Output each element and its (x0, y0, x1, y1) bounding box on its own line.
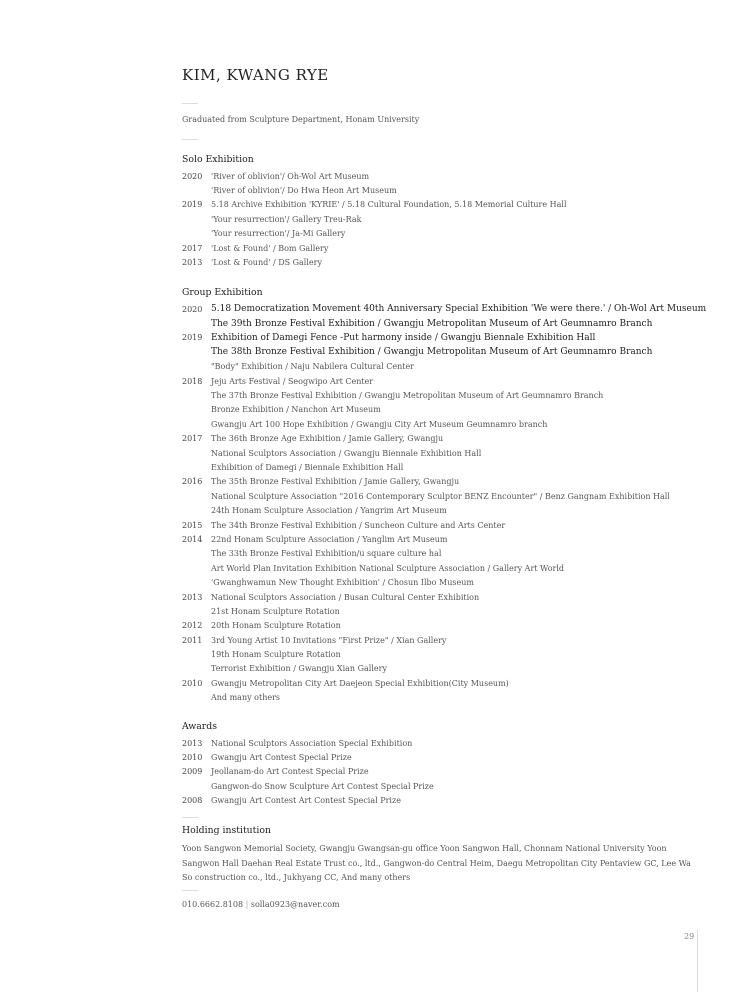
entry-text: 'Your resurrection'/ Gallery Treu-Rak (211, 214, 362, 224)
entry-text: 'Your resurrection'/ Ja-Mi Gallery (211, 229, 346, 239)
entry-year: 2015 (182, 520, 203, 530)
entry-year: 2008 (182, 796, 203, 806)
entry-year: 2012 (182, 621, 203, 631)
exhibition-entry (182, 360, 702, 374)
entry-text: Gwangju Art Contest Special Prize (211, 753, 352, 763)
exhibition-entry (182, 316, 702, 330)
entry-text: 'River of oblivion'/ Do Hwa Heon Art Museum (211, 186, 397, 196)
exhibition-entry (182, 489, 702, 503)
entry-text: Jeollanam-do Art Contest Special Prize (211, 767, 369, 777)
exhibition-entry (182, 475, 702, 489)
entry-text: 21st Honam Sculpture Rotation (211, 606, 340, 616)
exhibition-entry (182, 779, 702, 793)
entry-text: 'Gwanghwamun New Thought Exhibition' / Chosun Ilbo Museum (211, 578, 474, 588)
divider (182, 817, 198, 818)
entry-text: The 39th Bronze Festival Exhibition / Gwangju Metropolitan Museum of Art Geumnamro Branch (211, 318, 653, 329)
entry-year: 2013 (182, 258, 203, 268)
entry-text: Exhibition of Damegi Fence -Put harmony inside / Gwangju Biennale Exhibition Hall (211, 332, 596, 343)
entry-text: And many others (211, 693, 281, 703)
divider (182, 890, 198, 891)
exhibition-entry (182, 417, 702, 431)
entry-year: 2011 (182, 635, 203, 645)
exhibition-entry (182, 212, 702, 226)
entry-text: 19th Honam Sculpture Rotation (211, 650, 341, 660)
entry-year: 2019 (182, 200, 203, 210)
exhibition-entry (182, 561, 702, 575)
exhibition-entry (182, 169, 702, 183)
entry-text: Gwangju Art Contest Art Contest Special Prize (211, 796, 401, 806)
exhibition-entry (182, 662, 702, 676)
entry-text: 24th Honam Sculpture Association / Yangrim Art Museum (211, 506, 447, 516)
exhibition-entry (182, 403, 702, 417)
awards-heading: Awards (182, 721, 217, 732)
entry-text: Terrorist Exhibition / Gwangju Xian Gallery (211, 664, 387, 674)
divider (182, 103, 198, 104)
phone-number: 010.6662.8108 (182, 900, 244, 909)
entry-text: "Body" Exhibition / Naju Nabilera Cultural Center (211, 362, 415, 372)
exhibition-entry (182, 331, 702, 345)
entry-year: 2014 (182, 534, 203, 544)
exhibition-entry (182, 604, 702, 618)
entry-text: The 33th Bronze Festival Exhibition/u square culture hal (211, 549, 442, 559)
exhibition-entry (182, 647, 702, 661)
entry-text: Gwangju Art 100 Hope Exhibition / Gwangju City Art Museum Geumnamro branch (211, 419, 548, 429)
entry-text: Bronze Exhibition / Nanchon Art Museum (211, 405, 381, 415)
entry-year: 2020 (182, 304, 203, 314)
graduation-text: Graduated from Sculpture Department, Honam University (182, 115, 420, 124)
exhibition-entry (182, 575, 702, 589)
entry-text: 22nd Honam Sculpture Association / Yanglim Art Museum (211, 534, 448, 544)
entry-year: 2020 (182, 171, 203, 181)
email-address: solla0923@naver.com (250, 900, 340, 909)
exhibition-entry (182, 388, 702, 402)
exhibition-entry (182, 503, 702, 517)
entry-text: Art World Plan Invitation Exhibition National Sculpture Association / Gallery Art World (211, 563, 565, 573)
entry-text: The 36th Bronze Age Exhibition / Jamie Gallery, Gwangju (211, 434, 444, 444)
exhibition-entry (182, 676, 702, 690)
entry-text: 'Lost & Found' / Bom Gallery (211, 243, 329, 253)
entry-year: 2017 (182, 243, 203, 253)
exhibition-entry (182, 302, 707, 316)
entry-year: 2009 (182, 767, 203, 777)
exhibition-entry (182, 432, 702, 446)
entry-year: 2016 (182, 477, 203, 487)
entry-year: 2017 (182, 434, 203, 444)
exhibition-entry (182, 736, 702, 750)
entry-year: 2010 (182, 678, 203, 688)
solo-exhibition-list (182, 169, 702, 270)
entry-text: The 37th Bronze Festival Exhibition / Gwangju Metropolitan Museum of Art Geumnamro Branch (211, 391, 604, 401)
group-exhibition-heading: Group Exhibition (182, 287, 263, 298)
solo-exhibition-heading: Solo Exhibition (182, 154, 254, 165)
divider (182, 139, 198, 140)
awards-list (182, 736, 702, 808)
entry-text: The 35th Bronze Festival Exhibition / Jamie Gallery, Gwangju (211, 477, 460, 487)
entry-text: 'Lost & Found' / DS Gallery (211, 258, 322, 268)
exhibition-entry (182, 590, 702, 604)
exhibition-entry (182, 446, 702, 460)
entry-text: Jeju Arts Festival / Seogwipo Art Center (211, 376, 374, 386)
entry-text: Exhibition of Damegi / Biennale Exhibition Hall (211, 462, 404, 472)
exhibition-entry (182, 794, 702, 808)
exhibition-entry (182, 765, 702, 779)
entry-text: The 38th Bronze Festival Exhibition / Gwangju Metropolitan Museum of Art Geumnamro Branch (211, 347, 653, 358)
exhibition-entry (182, 374, 702, 388)
entry-text: 5.18 Archive Exhibition 'KYRIE' / 5.18 Cultural Foundation, 5.18 Memorial Culture Hall (211, 200, 567, 210)
entry-year: 2013 (182, 592, 203, 602)
entry-text: Gwangju Metropolitan City Art Daejeon Special Exhibition(City Museum) (211, 678, 509, 688)
exhibition-entry (182, 183, 702, 197)
exhibition-entry (182, 619, 702, 633)
entry-year: 2013 (182, 738, 203, 748)
page-number: 29 (684, 932, 695, 941)
exhibition-entry (182, 460, 702, 474)
entry-year: 2018 (182, 376, 203, 386)
entry-text: National Sculptors Association Special Exhibition (211, 738, 413, 748)
exhibition-entry (182, 547, 702, 561)
entry-year: 2010 (182, 753, 203, 763)
entry-text: National Sculpture Association "2016 Contemporary Sculptor BENZ Encounter" / Benz Gangnam Exhibition Hall (211, 491, 670, 501)
exhibition-entry (182, 691, 702, 705)
entry-text: Gangwon-do Snow Sculpture Art Contest Special Prize (211, 781, 434, 791)
exhibition-entry (182, 345, 702, 359)
holding-institution-text: Yoon Sangwon Memorial Society, Gwangju Gwangsan-gu office Yoon Sangwon Hall, Chonnam National University Yoon Sangwon Hall Daehan Real Estate Trust co., ltd., Gangwon-do Central Heim, Daegu Metropolitan City Pentaview GC, Lee Wa So construction co., ltd., Jukhyang CC, And many others (182, 844, 691, 882)
entry-text: National Sculptors Association / Gwangju Biennale Exhibition Hall (211, 448, 482, 458)
holding-institution-heading: Holding institution (182, 825, 271, 836)
entry-text: 3rd Young Artist 10 Invitations "First Prize" / Xian Gallery (211, 635, 447, 645)
exhibition-entry (182, 633, 702, 647)
group-exhibition-list (182, 302, 707, 705)
exhibition-entry (182, 241, 702, 255)
exhibition-entry (182, 532, 702, 546)
entry-text: The 34th Bronze Festival Exhibition / Suncheon Culture and Arts Center (211, 520, 506, 530)
exhibition-entry (182, 198, 702, 212)
contact-info: 010.6662.8108 | solla0923@naver.com (182, 900, 340, 909)
entry-text: National Sculptors Association / Busan Cultural Center Exhibition (211, 592, 480, 602)
exhibition-entry (182, 255, 702, 269)
entry-text: 'River of oblivion'/ Oh-Wol Art Museum (211, 171, 370, 181)
entry-year: 2019 (182, 333, 203, 343)
exhibition-entry (182, 518, 702, 532)
page-edge-line (697, 930, 698, 992)
entry-text: 5.18 Democratization Movement 40th Anniversary Special Exhibition 'We were there.' / Oh-Wol Art Museum (211, 304, 707, 315)
entry-text: 20th Honam Sculpture Rotation (211, 621, 341, 631)
exhibition-entry (182, 227, 702, 241)
artist-name: KIM, KWANG RYE (182, 66, 329, 84)
exhibition-entry (182, 750, 702, 764)
